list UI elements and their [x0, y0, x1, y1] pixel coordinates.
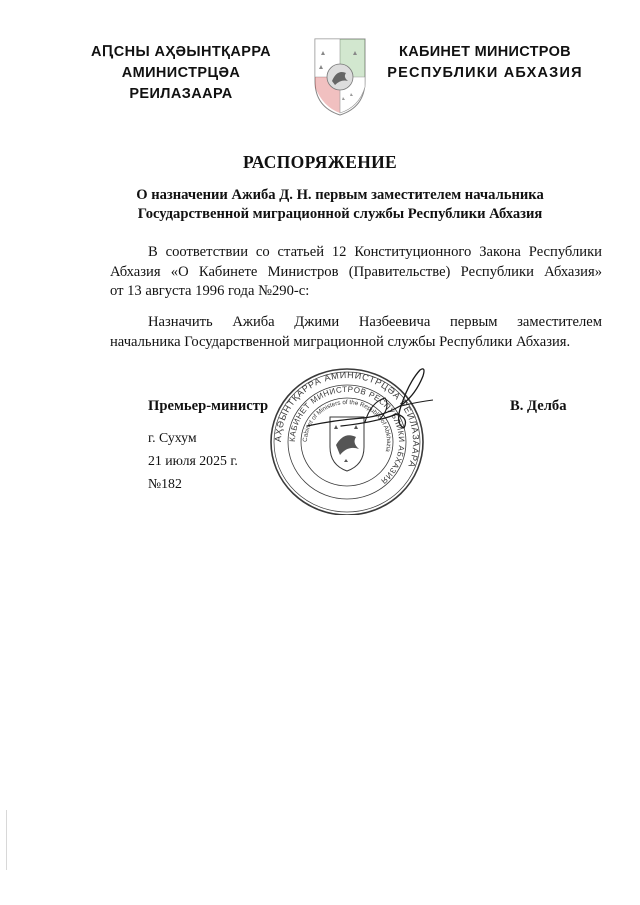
coat-of-arms-icon	[313, 37, 367, 117]
scan-edge-mark	[6, 810, 7, 870]
document-title: РАСПОРЯЖЕНИЕ	[242, 152, 397, 172]
header-left-ministry-name	[70, 42, 292, 105]
handwritten-signature	[305, 362, 440, 442]
header-left-line1: АԤСНЫ АҲӘЫНТҚАРРА	[91, 44, 271, 60]
seal-inner-text: Cabinet of Ministers of the Republic of Abkhazia	[301, 398, 393, 453]
seal-middle-text: КАБИНЕТ МИНИСТРОВ РЕСПУБЛИКИ АБХАЗИЯ	[287, 384, 407, 486]
seal-outer-text: АҲӘЫНТҚАРРА АМИНИСТРЦӘА РЕИЛАЗААРА	[272, 369, 422, 470]
document-subject	[100, 186, 580, 224]
signer-name: В. Делба	[510, 398, 567, 414]
document-city: г. Сухум	[148, 430, 197, 445]
paragraph-appointment	[110, 313, 602, 352]
paragraph-legal-basis	[110, 243, 602, 302]
para1-line1: В соответствии со статьей 12 Конституционного Закона Республики	[148, 244, 602, 260]
subject-line1: О назначении Ажиба Д. Н. первым заместителем начальника	[136, 187, 544, 203]
para2-line2: начальника Государственной миграционной службы Республики Абхазия.	[110, 333, 571, 350]
subject-line2: Государственной миграционной службы Республики Абхазия	[137, 206, 543, 222]
header-right-cabinet-name	[380, 42, 590, 84]
header-right-line1: КАБИНЕТ МИНИСТРОВ	[399, 44, 571, 60]
document-number: №182	[148, 476, 182, 491]
signer-position: Премьер-министр	[148, 398, 269, 414]
header-left-line2: АМИНИСТРЦӘА РЕИЛАЗААРА	[121, 65, 241, 102]
para1-line2: Абхазия «О Кабинете Министров (Правительстве) Республики Абхазия»	[110, 263, 602, 280]
header-right-line2: РЕСПУБЛИКИ АБХАЗИЯ	[387, 65, 583, 81]
document-date: 21 июля 2025 г.	[148, 453, 238, 468]
para2-line1: Назначить Ажиба Джими Назбеевича первым заместителем	[148, 314, 602, 330]
para1-line3: от 13 августа 1996 года №290-с:	[110, 283, 310, 299]
